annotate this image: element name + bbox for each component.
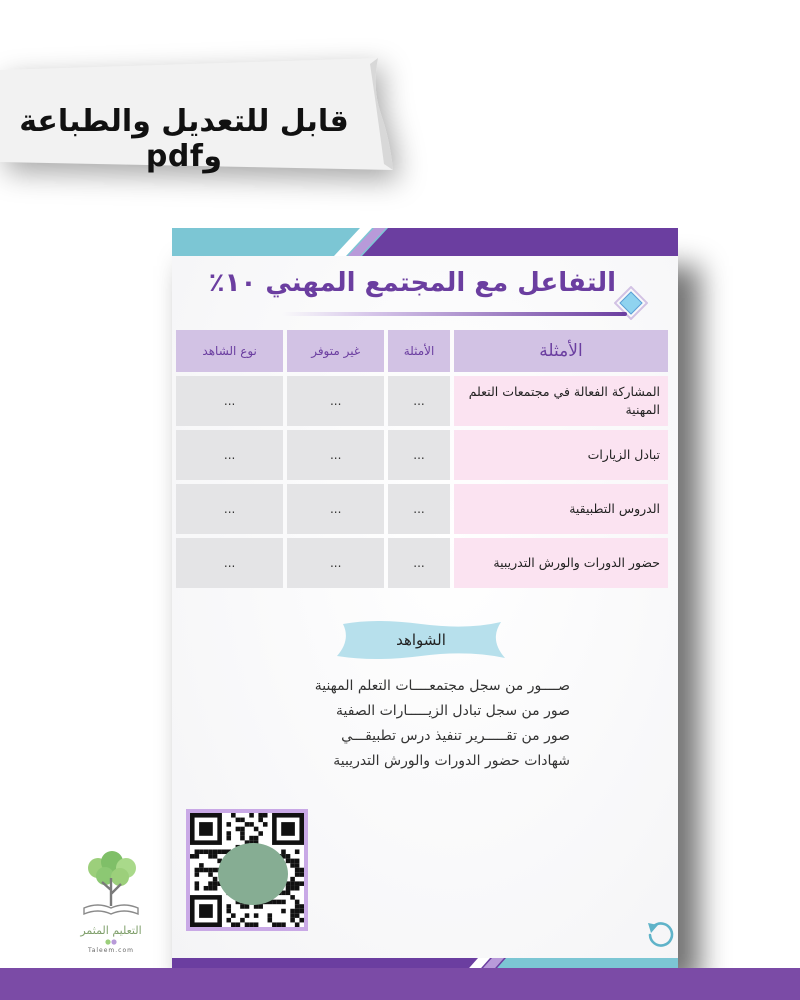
header-examples: الأمثلة <box>388 330 450 372</box>
table-header-row <box>176 330 668 372</box>
header-not-available: غير متوفر <box>287 330 384 372</box>
list-item: شهادات حضور الدورات والورش التدريبية <box>333 753 570 769</box>
brand-logo <box>76 850 146 954</box>
header-evidence-type: نوع الشاهد <box>176 330 283 372</box>
row-label: تبادل الزيارات <box>454 430 668 480</box>
row-label: حضور الدورات والورش التدريبية <box>454 538 668 588</box>
banner-text: قابل للتعديل والطباعة وpdf <box>19 104 349 174</box>
table-row <box>176 430 668 480</box>
qr-code-icon[interactable] <box>186 809 308 931</box>
table-cell[interactable]: ... <box>388 538 450 588</box>
bottom-strip <box>0 968 800 1000</box>
table-cell[interactable]: ... <box>176 430 283 480</box>
row-label: الدروس التطبيقية <box>454 484 668 534</box>
table-cell[interactable]: ... <box>388 430 450 480</box>
table-row <box>176 538 668 588</box>
logo-dots <box>104 939 118 945</box>
list-item: صور من سجل تبادل الزيـــــارات الصفية <box>336 703 570 719</box>
table-cell[interactable]: ... <box>388 376 450 426</box>
title-underline <box>282 312 627 316</box>
table-cell[interactable]: ... <box>287 538 384 588</box>
list-item: صــــور من سجل مجتمعــــات التعلم المهنية <box>314 678 570 694</box>
table-cell[interactable]: ... <box>388 484 450 534</box>
page-title: التفاعل مع المجتمع المهني ١٠٪ <box>208 268 616 298</box>
evidence-table <box>172 326 672 592</box>
evidence-list <box>232 674 570 774</box>
top-decor-bar <box>172 228 678 256</box>
table-cell[interactable]: ... <box>176 376 283 426</box>
table-row <box>176 484 668 534</box>
logo-url: Taleem.com <box>88 947 134 954</box>
witness-heading: الشواهد <box>396 631 446 649</box>
tree-logo-icon <box>76 850 146 922</box>
list-item: صور من تقـــــرير تنفيذ درس تطبيقـــي <box>341 728 570 744</box>
table-cell[interactable]: ... <box>176 484 283 534</box>
table-row <box>176 376 668 426</box>
table-cell[interactable]: ... <box>287 430 384 480</box>
qr-center-blob <box>218 843 288 905</box>
logo-name: التعليم المثمر <box>80 924 142 937</box>
refresh-icon[interactable] <box>642 917 678 953</box>
header-examples-main: الأمثلة <box>454 330 668 372</box>
table-cell[interactable]: ... <box>176 538 283 588</box>
row-label: المشاركة الفعالة في مجتمعات التعلم المهنية <box>454 376 668 426</box>
table-cell[interactable]: ... <box>287 376 384 426</box>
table-cell[interactable]: ... <box>287 484 384 534</box>
document-page <box>172 228 678 976</box>
